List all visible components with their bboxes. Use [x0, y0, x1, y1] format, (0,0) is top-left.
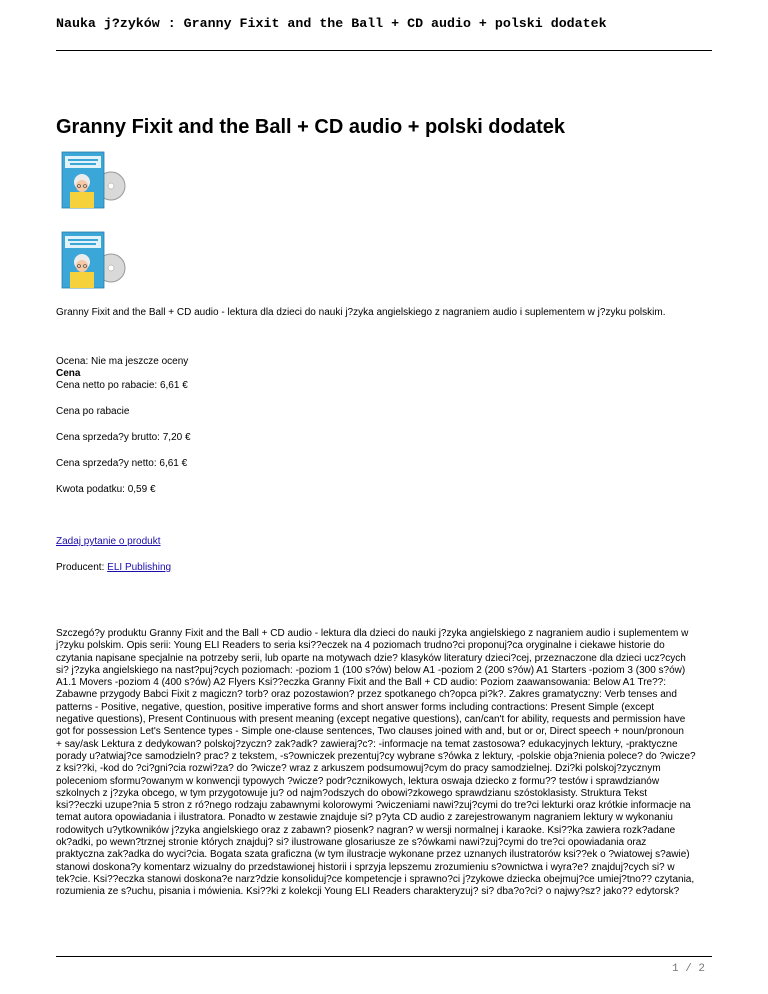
description-line: praktyczna zak?adka do wyci?cia. Bogata szata graficzna (w tym ilustracje wykonane przez uznanych ilustratorów ksi??ek o ?wiatowej s?awie) — [56, 849, 690, 861]
rating-text: Ocena: Nie ma jeszcze oceny — [56, 356, 189, 367]
description-line: A1.1 Movers -poziom 4 (400 s?ów) A2 Flyers Ksi??eczka Granny Fixit and the Ball + CD audio: Poziom zaawansowania: Below A1 Tre??: — [56, 677, 667, 689]
ask-question-link[interactable]: Zadaj pytanie o produkt — [56, 536, 161, 547]
net-sale-price: Cena sprzeda?y netto: 6,61 € — [56, 458, 188, 469]
header-divider — [56, 50, 712, 51]
price-after-discount: Cena po rabacie — [56, 406, 130, 417]
description-line: ksi??eczki uzupe?nia 5 stron z ró?nego rodzaju zabawnymi kolorowymi ?wiczeniami nawi?zuj?cymi do tre?ci lekturki oraz krótkie informacje na — [56, 800, 691, 812]
description-line: patterns - Positive, negative, question, positive imperative forms and short answer forms including contractions: Present Simple (except — [56, 701, 655, 713]
tax-amount: Kwota podatku: 0,59 € — [56, 484, 156, 495]
net-price-after-discount: Cena netto po rabacie: 6,61 € — [56, 380, 188, 391]
description-line: czytania napisane specjalnie na potrzeby serii, lub oparte na motywach dzie? klasyków literatury dzieci?cej, przeznaczone dla dzieci ucz?cych — [56, 652, 686, 664]
product-intro: Granny Fixit and the Ball + CD audio - lektura dla dzieci do nauki j?zyka angielskiego z nagraniem audio i suplementem w j?zyku polskim. — [56, 307, 666, 318]
description-line: porady u?atwiaj?ce samodzieln? prac? z tekstem, -s?owniczek prezentuj?cy wybrane s?ówka z lektury, -polskie obja?nienia polece? do ?wicze? — [56, 750, 696, 762]
description-line: z ksi??ki, -kod do ?ci?gni?cia rozwi?za? do ?wicze? wraz z arkuszem podsumowuj?cym do pracy samodzielnej. Dzi?ki polskoj?zycznym — [56, 763, 661, 775]
description-line: si? j?zyka angielskiego na nast?puj?cych poziomach: -poziom 1 (100 s?ów) below A1 -poziom 2 (200 s?ów) A1 Starters -poziom 3 (300 s?ów) — [56, 664, 686, 676]
description-line: stanowi doskona?y komentarz wizualny do przedstawionej historii i sprzyja lepszemu zrozumieniu s?ownictwa i wyra?e? znajduj?cych si? w — [56, 861, 675, 873]
description-line: szkolnych z j?zyka obcego, w tym przygotowuje ju? od najm?odszych do obowi?zkowego sprawdzianu szóstoklasisty. Struktura Tekst — [56, 787, 648, 799]
page-number: 1 / 2 — [672, 963, 706, 975]
description-line: rodowitych u?ytkowników j?zyka angielskiego oraz z zabawn? piosenk? nagran? w wersji normalnej i karaoke. Ksi??ka zawiera rozk?adane — [56, 824, 676, 836]
producer-line — [56, 562, 171, 575]
description-line: ok?adki, po wewn?trznej stronie których znajduj? si? ilustrowane glosariusze ze s?ówkami nawi?zuj?cymi do tre?ci opowiadania oraz — [56, 837, 647, 849]
producer-label: Producent: — [56, 562, 108, 573]
book-cover-image — [56, 150, 126, 212]
description-line: Zabawne przygody Babci Fixit z magiczn? torb? oraz pozostawion? przez spotkanego ch?opca pi?k?. Zakres gramatyczny: Verb tenses and — [56, 689, 677, 701]
description-line: tek?cie. Ksi??eczka stanowi doskona?e narz?dzie konsoliduj?ce kompetencje i sprawno?ci j?zykowe dziecka obejmuj?ce umiej?tno?? czytania, — [56, 873, 695, 885]
page-title: Granny Fixit and the Ball + CD audio + polski dodatek — [56, 116, 565, 138]
gross-sale-price: Cena sprzeda?y brutto: 7,20 € — [56, 432, 191, 443]
description-line: Szczegó?y produktu Granny Fixit and the Ball + CD audio - lektura dla dzieci do nauki j?zyka angielskiego z nagraniem audio i suplementem w — [56, 628, 689, 639]
producer-link[interactable]: ELI Publishing — [107, 562, 172, 573]
description-line: negative questions), Present Continuous with present meaning (except negative questions), can/can't for ability, requests and permission have — [56, 714, 686, 726]
description-line: + say/ask Lektura z dedykowan? polskoj?zyczn? zak?adk? zawieraj?c?: -informacje na temat zastosowa? edukacyjnych lektury, -praktyczne — [56, 738, 678, 750]
footer-divider — [56, 956, 712, 957]
description-line: j?zyku polskim. Opis serii: Young ELI Readers to seria ksi??eczek na 4 poziomach trudno?ci proponuj?ca oryginalne i ciekawe historie do — [56, 640, 665, 652]
description-line: temat autora opowiadania i ilustratora. Ponadto w zestawie znajduje si? p?yta CD audio z zarejestrowanym nagraniem lektury w wykonaniu — [56, 812, 673, 824]
description-line: rozumienia ze s?uchu, pisania i mówienia. Ksi??ki z kolekcji Young ELI Readers charakteryzuj? si? dba?o?ci? o najwy?sz? jako?? edytorsk? — [56, 886, 680, 898]
product-description — [56, 628, 716, 899]
page-header: Nauka j?zyków : Granny Fixit and the Ball + CD audio + polski dodatek — [56, 16, 607, 31]
book-cover-image — [56, 230, 126, 292]
description-line: poleceniom sformu?owanym w konwencji typowych ?wicze? podr?cznikowych, lektura oswaja dziecko z formu?? testów i sprawdzianów — [56, 775, 660, 787]
price-heading: Cena — [56, 368, 81, 379]
description-line: got for possession Let's Sentence types - Simple one-clause sentences, Two clauses joined with and, but or or, Direct speech + noun/pronoun — [56, 726, 684, 738]
